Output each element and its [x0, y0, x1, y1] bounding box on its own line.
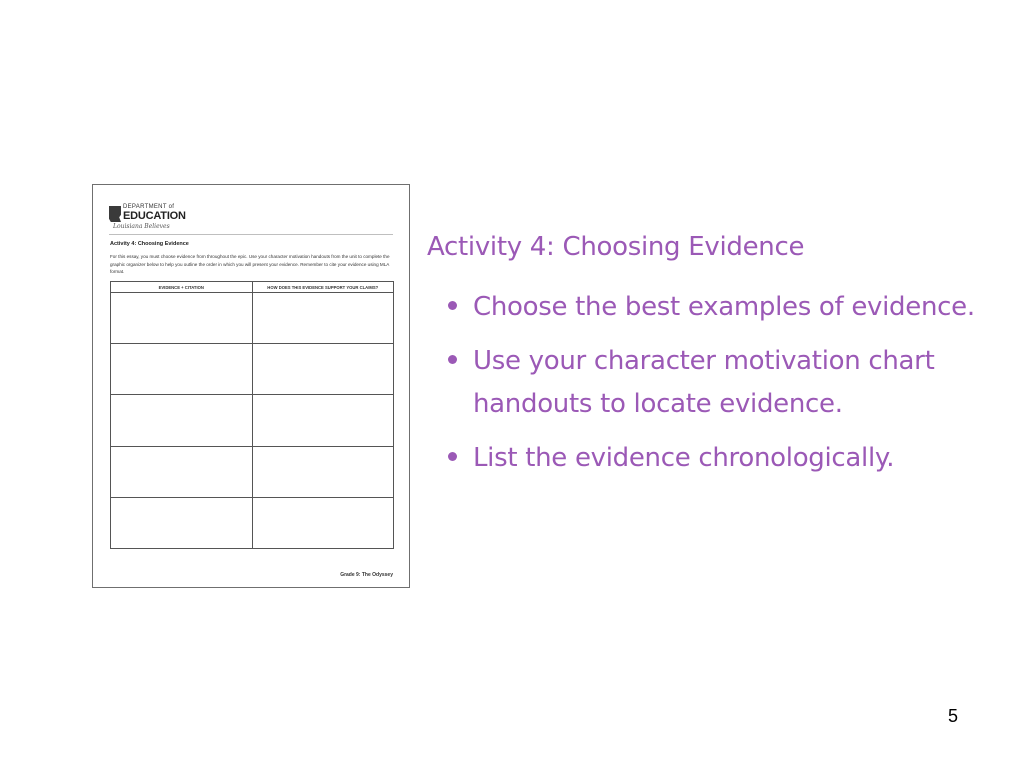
louisiana-state-icon	[109, 206, 121, 222]
page-number: 5	[948, 706, 959, 726]
table-cell	[111, 446, 253, 497]
handout-thumbnail	[92, 184, 410, 588]
table-cell	[252, 497, 394, 548]
table-cell	[111, 293, 253, 344]
table-cell	[111, 344, 253, 395]
list-item	[444, 437, 984, 480]
graphic-organizer-table	[110, 281, 394, 549]
handout-title: Activity 4: Choosing Evidence	[110, 241, 189, 247]
table-cell	[252, 395, 394, 446]
list-item	[444, 340, 984, 426]
handout-divider	[109, 234, 393, 235]
table-header-row	[111, 282, 394, 293]
table-cell	[252, 293, 394, 344]
table-cell	[252, 446, 394, 497]
table-cell	[111, 497, 253, 548]
bullet-icon	[448, 355, 457, 364]
table-header-support: HOW DOES THIS EVIDENCE SUPPORT YOUR CLAIMS?	[252, 282, 394, 293]
handout-instructions: For this essay, you must choose evidence from throughout the epic. Use your character motivation handouts from the unit to complete the graphic organizer below to help you outline the order in which you will present your evidence. Remember to cite your evidence using MLA format.	[110, 254, 390, 275]
table-row	[111, 344, 394, 395]
department-logo	[109, 204, 219, 232]
table-row	[111, 497, 394, 548]
table-body	[111, 293, 394, 549]
slide-heading: Activity 4: Choosing Evidence	[427, 232, 805, 262]
list-item	[444, 286, 984, 329]
logo-education-text: EDUCATION	[123, 210, 186, 222]
table-row	[111, 395, 394, 446]
bullet-text: List the evidence chronologically.	[473, 443, 895, 473]
bullet-list	[444, 286, 984, 491]
logo-tagline: Louisiana Believes	[113, 223, 170, 230]
bullet-text: Choose the best examples of evidence.	[473, 292, 975, 322]
table-header-evidence: EVIDENCE + CITATION	[111, 282, 253, 293]
bullet-icon	[448, 301, 457, 310]
table-cell	[252, 344, 394, 395]
logo-department-text: DEPARTMENT of	[123, 204, 175, 210]
handout-footer: Grade 9: The Odyssey	[340, 572, 393, 578]
table-row	[111, 446, 394, 497]
table-cell	[111, 395, 253, 446]
bullet-text: Use your character motivation chart handouts to locate evidence.	[473, 346, 935, 419]
bullet-icon	[448, 452, 457, 461]
table-row	[111, 293, 394, 344]
